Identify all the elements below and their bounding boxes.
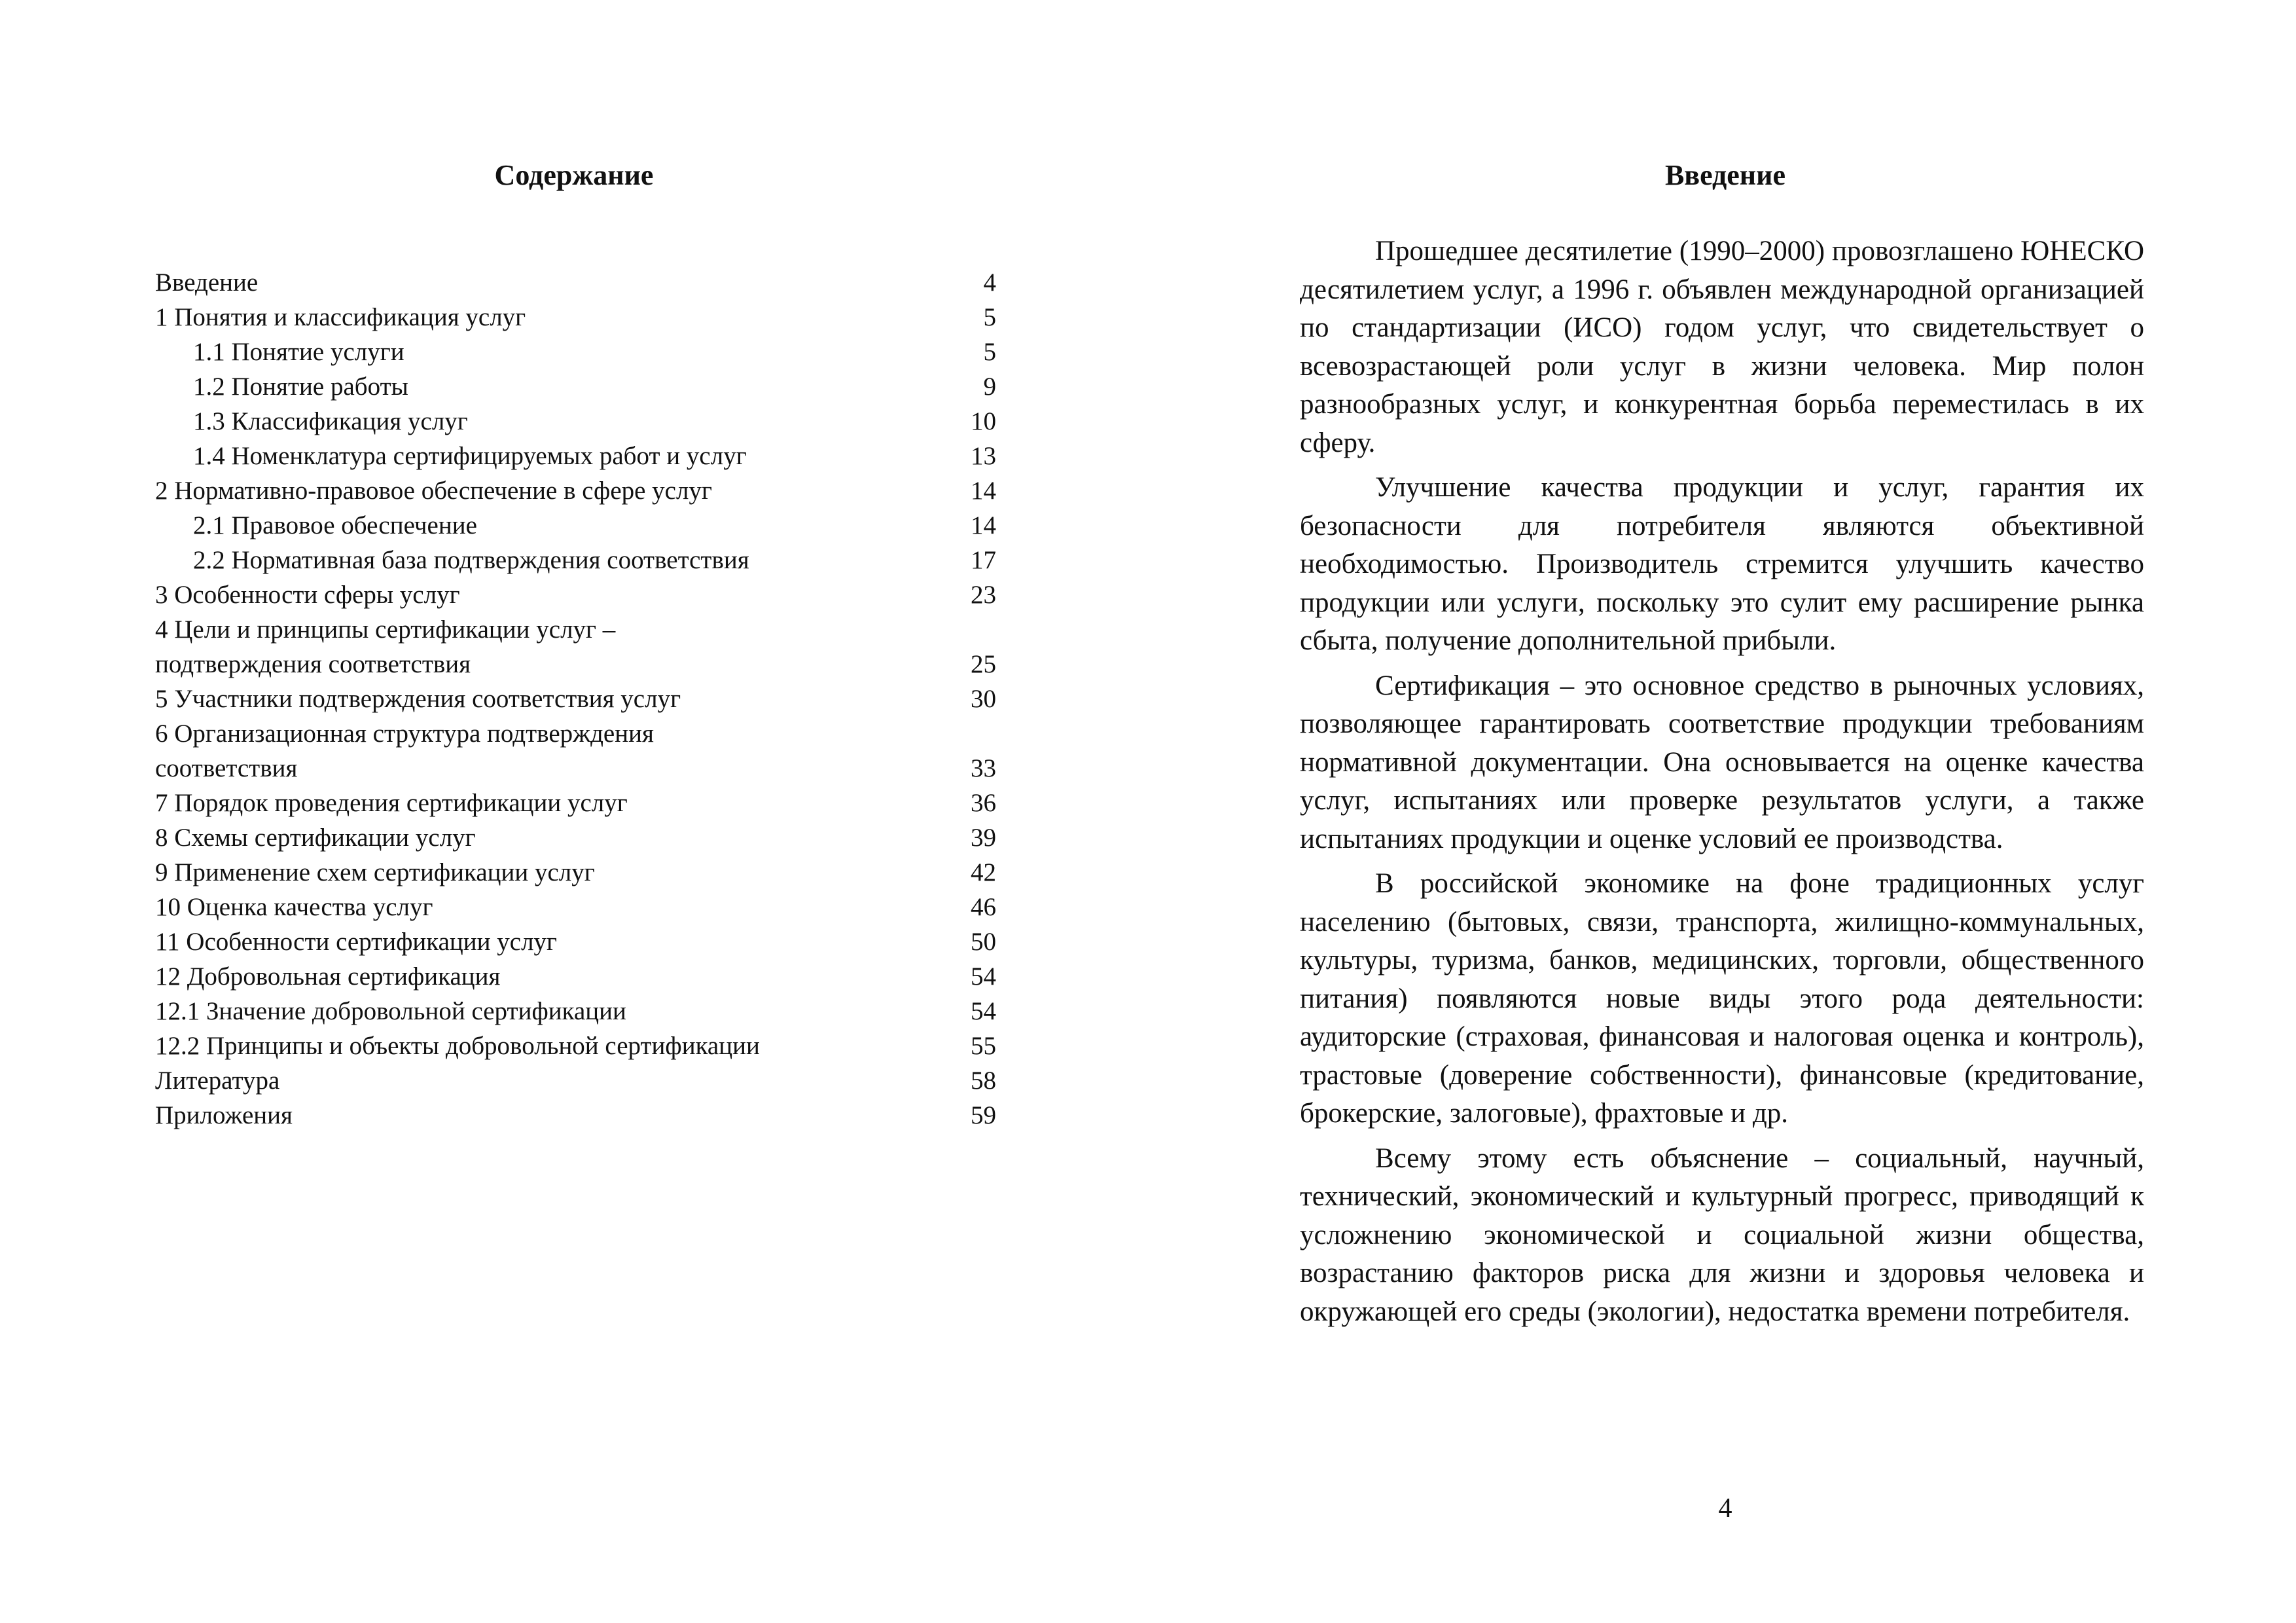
- toc-entry: [155, 404, 996, 439]
- toc-entry: [155, 820, 996, 855]
- toc-entry-title: 1.4 Номенклатура сертифицируемых работ и услуг: [193, 442, 747, 470]
- toc-entry-page: 54: [971, 997, 996, 1025]
- toc-entry-title: 9 Применение схем сертификации услуг: [155, 858, 595, 886]
- toc-entry-page: 33: [971, 754, 996, 782]
- toc-entry-title: подтверждения соответствия: [155, 650, 471, 678]
- toc-entry-page: 23: [971, 581, 996, 609]
- toc-entry: [155, 1029, 996, 1063]
- toc-list: [155, 265, 996, 1133]
- toc-entry-title: 12.2 Принципы и объекты добровольной сертификации: [155, 1032, 760, 1060]
- toc-entry-title: 4 Цели и принципы сертификации услуг –: [155, 615, 616, 644]
- toc-entry-title: 11 Особенности сертификации услуг: [155, 928, 558, 956]
- toc-entry-title: соответствия: [155, 754, 298, 782]
- toc-entry-page: 10: [971, 407, 996, 435]
- toc-entry-page: 14: [971, 477, 996, 505]
- toc-entry-title: 8 Схемы сертификации услуг: [155, 824, 476, 852]
- toc-entry-title: 6 Организационная структура подтверждения: [155, 720, 654, 748]
- toc-entry: [155, 369, 996, 404]
- toc-entry-page: 42: [971, 858, 996, 886]
- left-page: [152, 0, 996, 1623]
- toc-entry-page: 46: [971, 893, 996, 921]
- intro-paragraph: В российской экономике на фоне традиционных услуг населению (бытовых, связи, транспорта, жилищно-коммунальных, культуры, туризма, банков, медицинских, торговли, общественного питания) появляются новые виды этого рода деятельности: аудиторские (страховая, финансовая и налоговая оценка и контроль), трастовые (доверение собственности), финансовые (кредитование, брокерские, залоговые), фрахтовые и др.: [1300, 868, 2144, 1129]
- page-number: 4: [1718, 1493, 1732, 1523]
- intro-paragraph: Прошедшее десятилетие (1990–2000) провозглашено ЮНЕСКО десятилетием услуг, а 1996 г. объявлен международной организацией по стандартизации (ИСО) годом услуг, что свидетельствует о всевозрастающей роли услуг в жизни человека. Мир полон разнообразных услуг, и конкурентная борьба переместилась в их сферу.: [1300, 236, 2144, 458]
- intro-paragraph: Всему этому есть объяснение – социальный, научный, технический, экономический и культурный прогресс, приводящий к усложнению экономической и социальной жизни общества, возрастанию факторов риска для жизни и здоровья человека и окружающей его среды (экологии), недостатка времени потребителя.: [1300, 1142, 2144, 1327]
- right-page: [1300, 0, 2151, 1623]
- toc-entry: [155, 890, 996, 924]
- toc-entry-title: 1 Понятия и классификация услуг: [155, 303, 526, 331]
- toc-entry-title: 10 Оценка качества услуг: [155, 893, 433, 921]
- toc-entry-page: 30: [971, 685, 996, 713]
- toc-entry: [155, 543, 996, 577]
- toc-entry: [155, 924, 996, 959]
- toc-entry: [155, 265, 996, 300]
- toc-entry-title: 2 Нормативно-правовое обеспечение в сфере услуг: [155, 477, 712, 505]
- toc-entry: [155, 855, 996, 890]
- toc-entry: [155, 682, 996, 716]
- toc-entry: [155, 335, 996, 369]
- toc-entry: [155, 716, 996, 751]
- toc-entry-page: 13: [971, 442, 996, 470]
- intro-body: [1300, 232, 2144, 1338]
- toc-entry-title: 12 Добровольная сертификация: [155, 962, 501, 991]
- toc-entry: [155, 1098, 996, 1133]
- toc-entry: [155, 439, 996, 473]
- toc-entry-page: 59: [971, 1101, 996, 1129]
- toc-entry-title: 1.1 Понятие услуги: [193, 338, 404, 366]
- toc-entry: [155, 473, 996, 508]
- toc-entry-page: 39: [971, 824, 996, 852]
- toc-entry-title: Литература: [155, 1067, 280, 1095]
- toc-entry-page: 55: [971, 1032, 996, 1060]
- toc-entry-page: 5: [983, 338, 996, 366]
- toc-entry-title: 2.1 Правовое обеспечение: [193, 511, 477, 539]
- toc-entry-title: 1.2 Понятие работы: [193, 373, 408, 401]
- toc-entry-title: 7 Порядок проведения сертификации услуг: [155, 789, 628, 817]
- toc-entry-title: 12.1 Значение добровольной сертификации: [155, 997, 626, 1025]
- toc-entry-page: 17: [971, 546, 996, 574]
- toc-entry-page: 5: [983, 303, 996, 331]
- toc-entry-title: 1.3 Классификация услуг: [193, 407, 468, 435]
- toc-entry: [155, 300, 996, 335]
- toc-entry-page: 54: [971, 962, 996, 991]
- toc-entry: [155, 959, 996, 994]
- toc-entry-page: 36: [971, 789, 996, 817]
- toc-entry: [155, 994, 996, 1029]
- intro-paragraph: Улучшение качества продукции и услуг, гарантия их безопасности для потребителя являются объективной необходимостью. Производитель стремится улучшить качество продукции или услуги, поскольку это сулит ему расширение рынка сбыта, получение дополнительной прибыли.: [1300, 472, 2144, 656]
- toc-entry-page: 9: [983, 373, 996, 401]
- toc-entry-page: 50: [971, 928, 996, 956]
- toc-entry-page: 4: [983, 268, 996, 297]
- intro-paragraph: Сертификация – это основное средство в рыночных условиях, позволяющее гарантировать соответствие продукции требованиям нормативной документации. Она основывается на оценке качества услуг, испытаниях или проверке результатов услуги, а также испытаниях продукции и оценке условий ее производства.: [1300, 670, 2144, 854]
- toc-entry: [155, 508, 996, 543]
- toc-entry-title: Введение: [155, 268, 259, 297]
- toc-entry: [155, 751, 996, 786]
- toc-entry: [155, 612, 996, 647]
- toc-entry: [155, 786, 996, 820]
- toc-entry-title: 3 Особенности сферы услуг: [155, 581, 460, 609]
- intro-heading: Введение: [1664, 159, 1786, 191]
- toc-entry-title: 5 Участники подтверждения соответствия услуг: [155, 685, 681, 713]
- toc-entry-title: Приложения: [155, 1101, 293, 1129]
- toc-entry-title: 2.2 Нормативная база подтверждения соответствия: [193, 546, 749, 574]
- toc-entry: [155, 577, 996, 612]
- toc-entry-page: 58: [971, 1067, 996, 1095]
- toc-entry-page: 25: [971, 650, 996, 678]
- toc-entry: [155, 647, 996, 682]
- toc-entry: [155, 1063, 996, 1098]
- toc-entry-page: 14: [971, 511, 996, 539]
- toc-heading: Содержание: [494, 159, 654, 191]
